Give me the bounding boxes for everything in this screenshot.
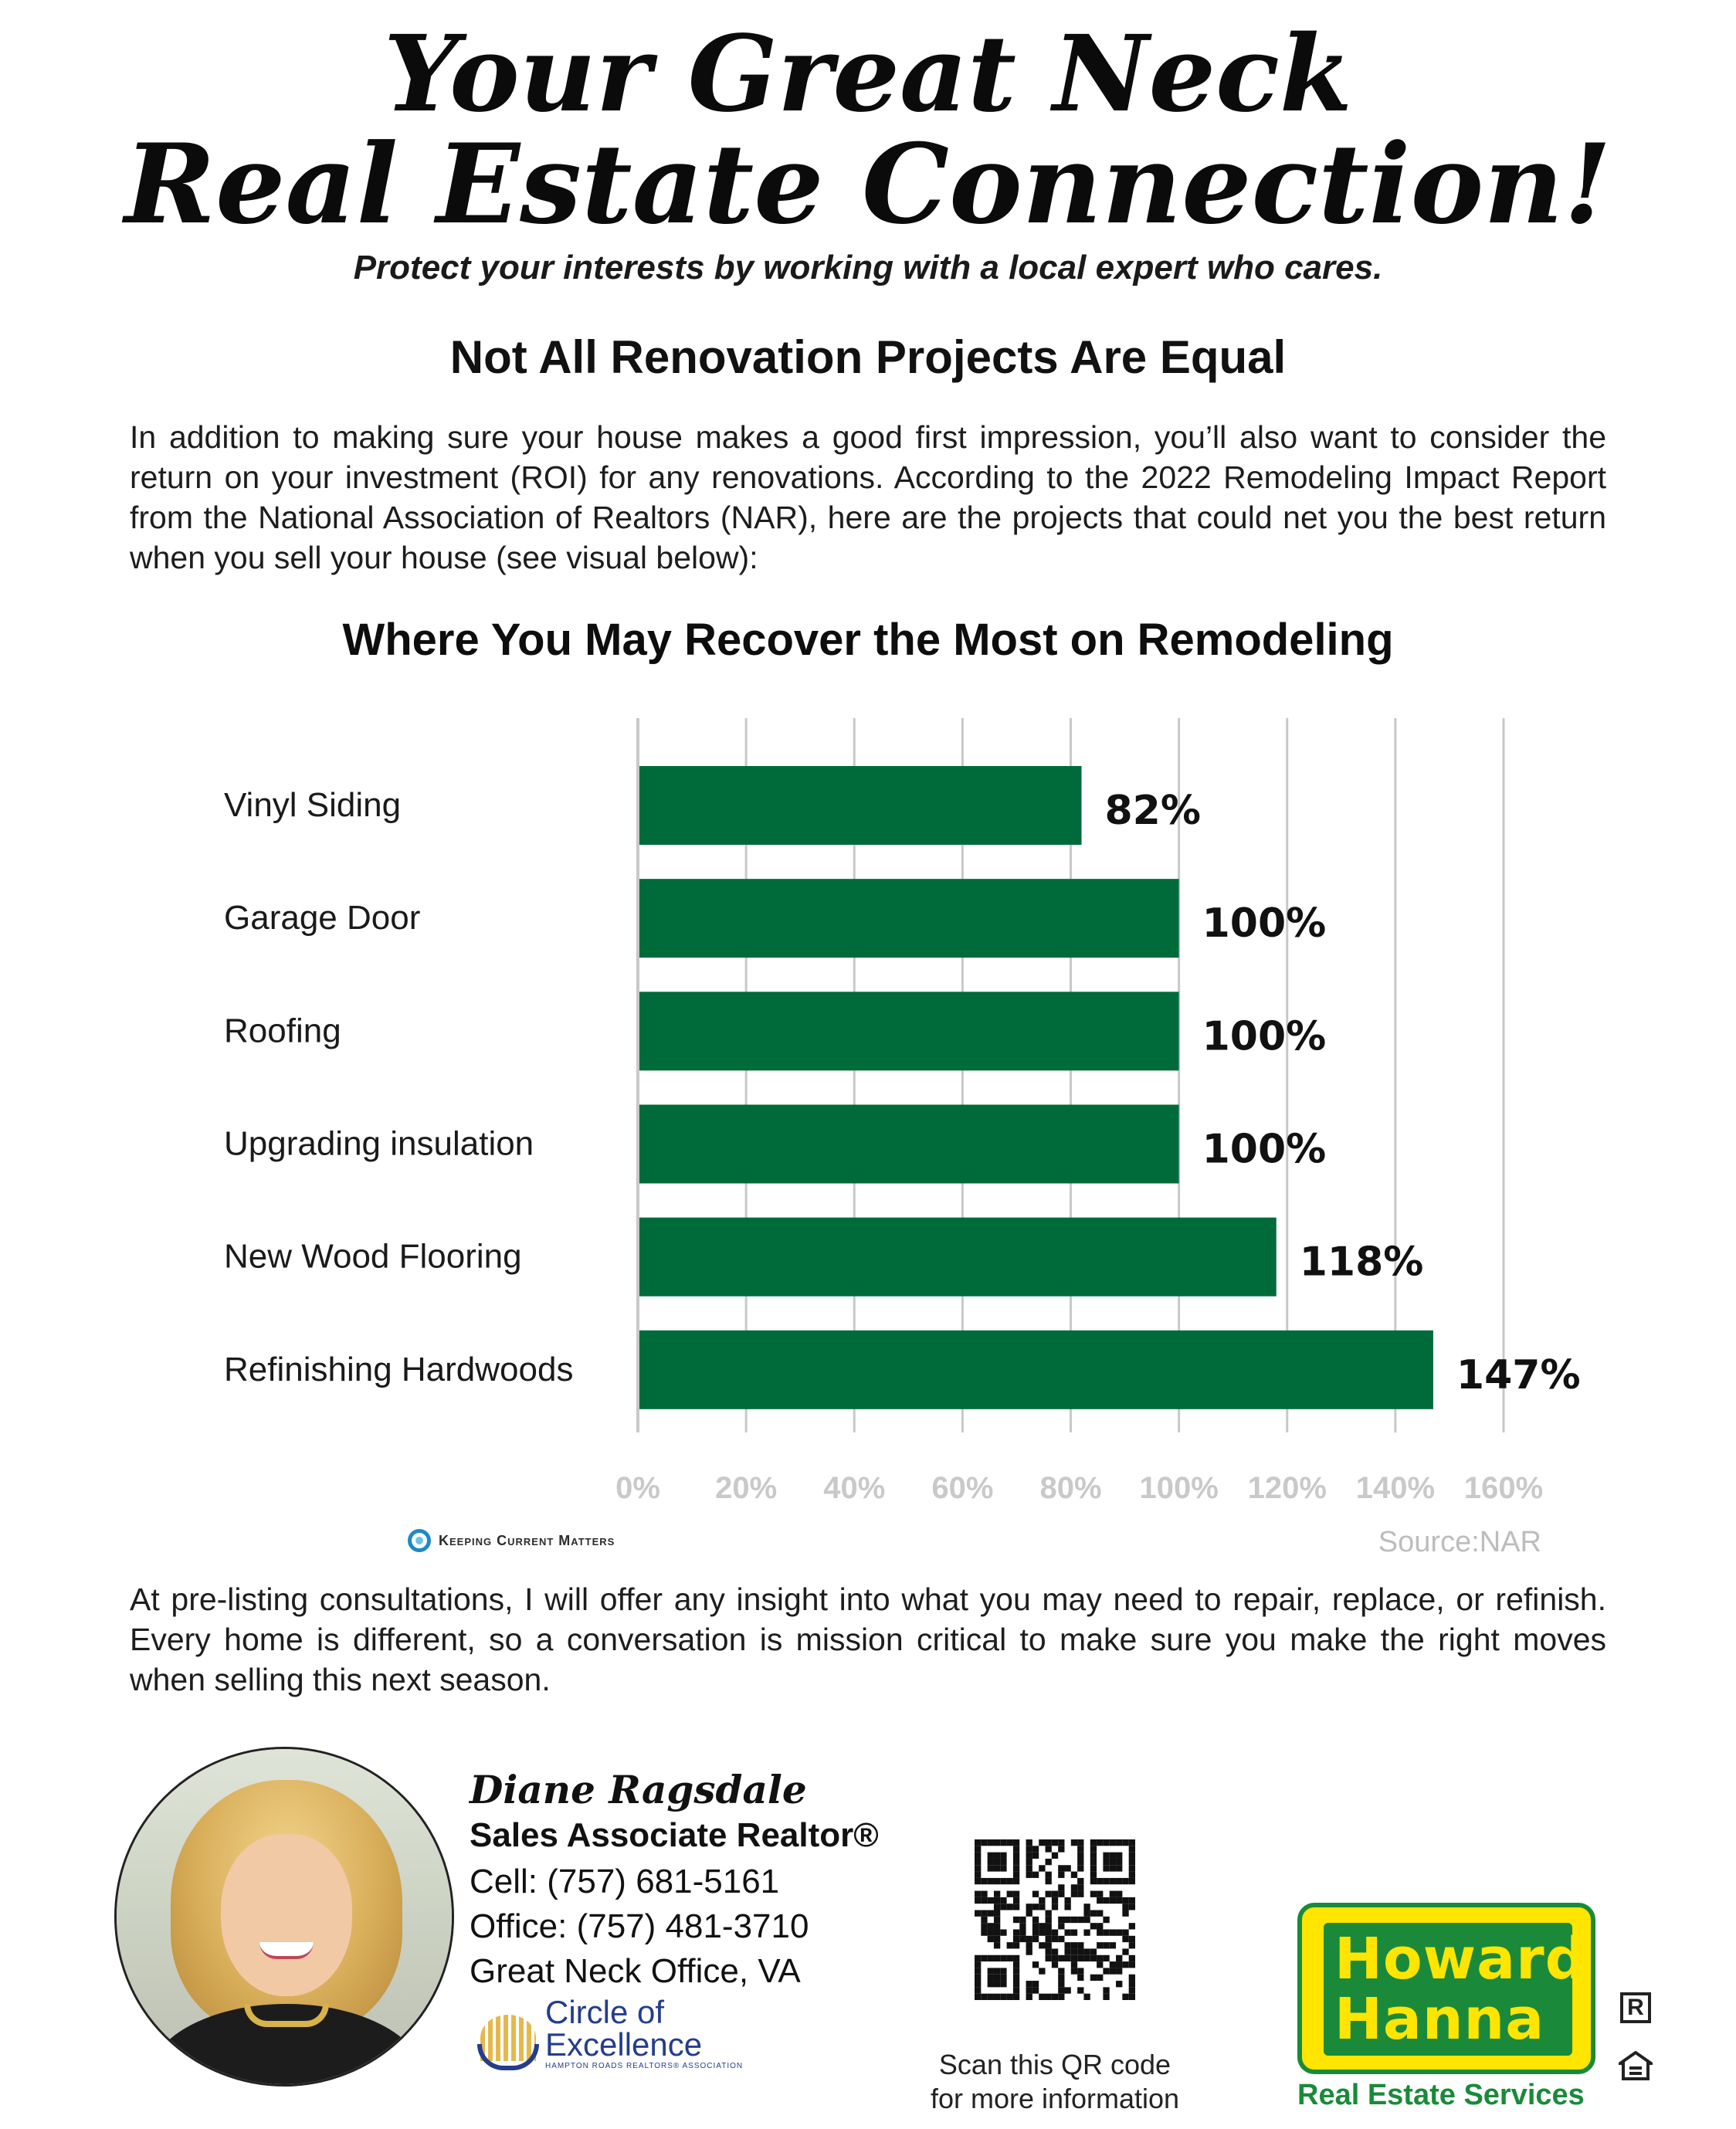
- category-label: New Wood Flooring: [224, 1237, 522, 1276]
- tagline: Protect your interests by working with a local expert who cares.: [353, 249, 1383, 286]
- agent-title: Sales Associate Realtor®: [470, 1816, 879, 1854]
- qr-caption-line-2: for more information: [930, 2083, 1180, 2114]
- bar: [639, 1331, 1433, 1409]
- data-label: 118%: [1299, 1239, 1424, 1286]
- section-heading: Not All Renovation Projects Are Equal: [449, 331, 1287, 383]
- x-tick-label: 160%: [1463, 1471, 1544, 1505]
- data-label: 100%: [1202, 1126, 1327, 1173]
- equal-housing-icon: [1619, 2051, 1653, 2082]
- agent-photo: [114, 1747, 454, 2087]
- intro-paragraph: In addition to making sure your house makes a good first impression, you’ll also want to consider the return on your investment (ROI) for any renovations. According to the 2022 Remodeling Impact Report from the National Association of Realtors (NAR), here are the projects that could net you the best return when you sell your house (see visual below):: [130, 419, 1606, 575]
- brokerage-tagline: Real Estate Services: [1297, 2079, 1585, 2111]
- headline-line-1: Your Great Neck: [383, 12, 1353, 136]
- realtor-icon: R: [1620, 1992, 1651, 2023]
- agent-location: Great Neck Office, VA: [470, 1952, 801, 1990]
- chart-source: Source:NAR: [1378, 1526, 1541, 1558]
- kcm-credit: Keeping Current Matters: [439, 1532, 615, 1548]
- agent-office-phone[interactable]: Office: (757) 481-3710: [470, 1907, 809, 1945]
- kcm-logo: [408, 1529, 615, 1552]
- data-label: 100%: [1202, 1013, 1327, 1060]
- bar: [639, 1218, 1277, 1297]
- bar: [639, 879, 1179, 958]
- bar: [639, 1105, 1179, 1184]
- qr-caption: [896, 2048, 1214, 2116]
- agent-name: Diane Ragsdale: [470, 1767, 807, 1812]
- category-label: Garage Door: [224, 899, 421, 937]
- x-tick-label: 20%: [715, 1471, 778, 1505]
- category-label: Upgrading insulation: [224, 1124, 534, 1163]
- bar-chart: [0, 695, 1736, 1514]
- logo-line-2: Hanna: [1334, 1986, 1545, 2053]
- bar: [639, 992, 1179, 1070]
- circle-of-excellence-logo: [477, 1996, 743, 2070]
- x-tick-label: 80%: [1039, 1471, 1102, 1505]
- x-tick-label: 0%: [615, 1471, 660, 1505]
- outro-paragraph: At pre-listing consultations, I will offer any insight into what you may need to repair, replace, or refinish. Every home is different, so a conversation is mission critical to make sure you make the right moves when selling this next season.: [130, 1581, 1606, 1697]
- kcm-logo-icon: [408, 1529, 431, 1552]
- award-line-1: Circle of: [545, 1994, 665, 2030]
- qr-caption-line-1: Scan this QR code: [938, 2049, 1171, 2080]
- howard-hanna-logo: [1297, 1903, 1595, 2074]
- x-tick-label: 120%: [1247, 1471, 1327, 1505]
- headline-line-2: Real Estate Connection!: [124, 120, 1612, 249]
- award-subtitle: HAMPTON ROADS REALTORS® ASSOCIATION: [545, 2062, 744, 2070]
- category-label: Refinishing Hardwoods: [224, 1350, 574, 1388]
- x-tick-label: 60%: [931, 1471, 994, 1505]
- x-tick-label: 140%: [1355, 1471, 1436, 1505]
- data-label: 147%: [1456, 1351, 1581, 1398]
- chart-title: Where You May Recover the Most on Remodeling: [342, 615, 1394, 665]
- x-tick-label: 40%: [823, 1471, 886, 1505]
- x-tick-label: 100%: [1139, 1471, 1219, 1505]
- award-line-2: Excellence: [545, 2026, 703, 2063]
- data-label: 82%: [1104, 788, 1201, 834]
- category-label: Roofing: [224, 1012, 341, 1050]
- logo-line-1: Howard: [1334, 1926, 1587, 1992]
- agent-cell-phone[interactable]: Cell: (757) 681-5161: [470, 1863, 780, 1900]
- sunrise-icon: [477, 2009, 539, 2070]
- category-label: Vinyl Siding: [224, 786, 402, 824]
- data-label: 100%: [1202, 900, 1327, 948]
- qr-code-icon[interactable]: [975, 1839, 1135, 2000]
- bar: [639, 766, 1082, 845]
